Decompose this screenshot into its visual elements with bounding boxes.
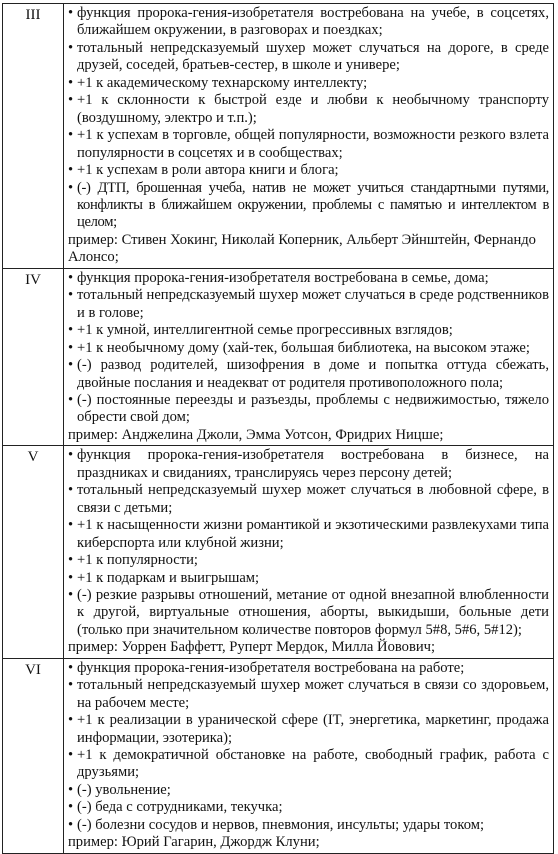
list-item: • (-) беда с сотрудниками, текучка; [68,799,549,816]
house-description [64,4,554,269]
list-item: • (-) ДТП, брошенная учеба, натив не может учиться стандартными путями, конфликты в ближайшем окружении, проблемы с памятью и интеллектом в целом; [68,180,549,232]
house-number: VI [3,658,64,853]
list-item: • тотальный непредсказуемый шухер может случаться в связи со здоровьем, на рабочем месте; [68,677,549,712]
list-item: • (-) развод родителей, шизофрения в доме и попытка оттуда сбежать, двойные послания и неадекват от родителя противоположного пола; [68,357,549,392]
house-number: III [3,4,64,269]
list-item: • (-) болезни сосудов и нервов, пневмония, инсульты; удары током; [68,817,549,834]
list-item: • +1 к популярности; [68,552,549,569]
list-item: • +1 к успехам в торговле, общей популярности, возможности резкого взлета популярности в соцсетях и в сообществах; [68,127,549,162]
example-line: пример: Уоррен Баффетт, Руперт Мердок, Милла Йовович; [68,639,436,656]
list-item: • +1 к насыщенности жизни романтикой и экзотическими развлекухами типа киберспорта или клубной жизни; [68,517,549,552]
list-item: • +1 к умной, интеллигентной семье прогрессивных взглядов; [68,322,549,339]
houses-table [2,3,554,854]
house-description [64,446,554,658]
list-item: • (-) постоянные переезды и разъезды, проблемы с недвижимостью, тяжело обрести свой дом; [68,392,549,427]
house-row [3,658,554,853]
list-item: • тотальный непредсказуемый шухер может случаться в любовной сфере, в связи с детьми; [68,482,549,517]
example-line: пример: Юрий Гагарин, Джордж Клуни; [68,834,320,851]
list-item: • (-) увольнение; [68,782,549,799]
list-item: • +1 к необычному дому (хай-тек, большая библиотека, на высоком этаже; [68,340,549,357]
list-item: • функция пророка-гения-изобретателя востребована на учебе, в соцсетях, ближайшем окружении, в разговорах и поездках; [68,5,549,40]
house-number: V [3,446,64,658]
house-row [3,268,554,446]
house-description [64,658,554,853]
house-description [64,268,554,446]
list-item: • +1 к демократичной обстановке на работе, свободный график, работа с друзьями; [68,747,549,782]
list-item: • +1 к подаркам и выигрышам; [68,570,549,587]
list-item: • тотальный непредсказуемый шухер может случаться в среде родственников и в голове; [68,287,549,322]
list-item: • (-) резкие разрывы отношений, метание от одной внезапной влюбленности к другой, виртуальные отношения, аборты, выкидыши, больные дети (только при значительном количестве повторов формул 5#8, 5#6, 5#12); [68,587,549,639]
example-line: пример: Анджелина Джоли, Эмма Уотсон, Фридрих Ницше; [68,426,444,443]
house-row [3,446,554,658]
example-line: пример: Стивен Хокинг, Николай Коперник, Альберт Эйнштейн, Фернандо Алонсо; [68,231,536,266]
list-item: • тотальный непредсказуемый шухер может случаться на дороге, в среде друзей, соседей, братьев-сестер, в школе и универе; [68,40,549,75]
list-item: • +1 к академическому технарскому интеллекту; [68,75,549,92]
list-item: • +1 к реализации в уранической сфере (IT, энергетика, маркетинг, продажа информации, эзотерика); [68,712,549,747]
house-row [3,4,554,269]
list-item: • функция пророка-гения-изобретателя востребована в бизнесе, на праздниках и свиданиях, транслируясь через персону детей; [68,447,549,482]
list-item: • +1 к склонности к быстрой езде и любви к необычному транспорту (воздушному, электро и т.п.); [68,92,549,127]
list-item: • функция пророка-гения-изобретателя востребована в семье, дома; [68,270,549,287]
house-number: IV [3,268,64,446]
list-item: • +1 к успехам в роли автора книги и блога; [68,162,549,179]
list-item: • функция пророка-гения-изобретателя востребована на работе; [68,660,549,677]
